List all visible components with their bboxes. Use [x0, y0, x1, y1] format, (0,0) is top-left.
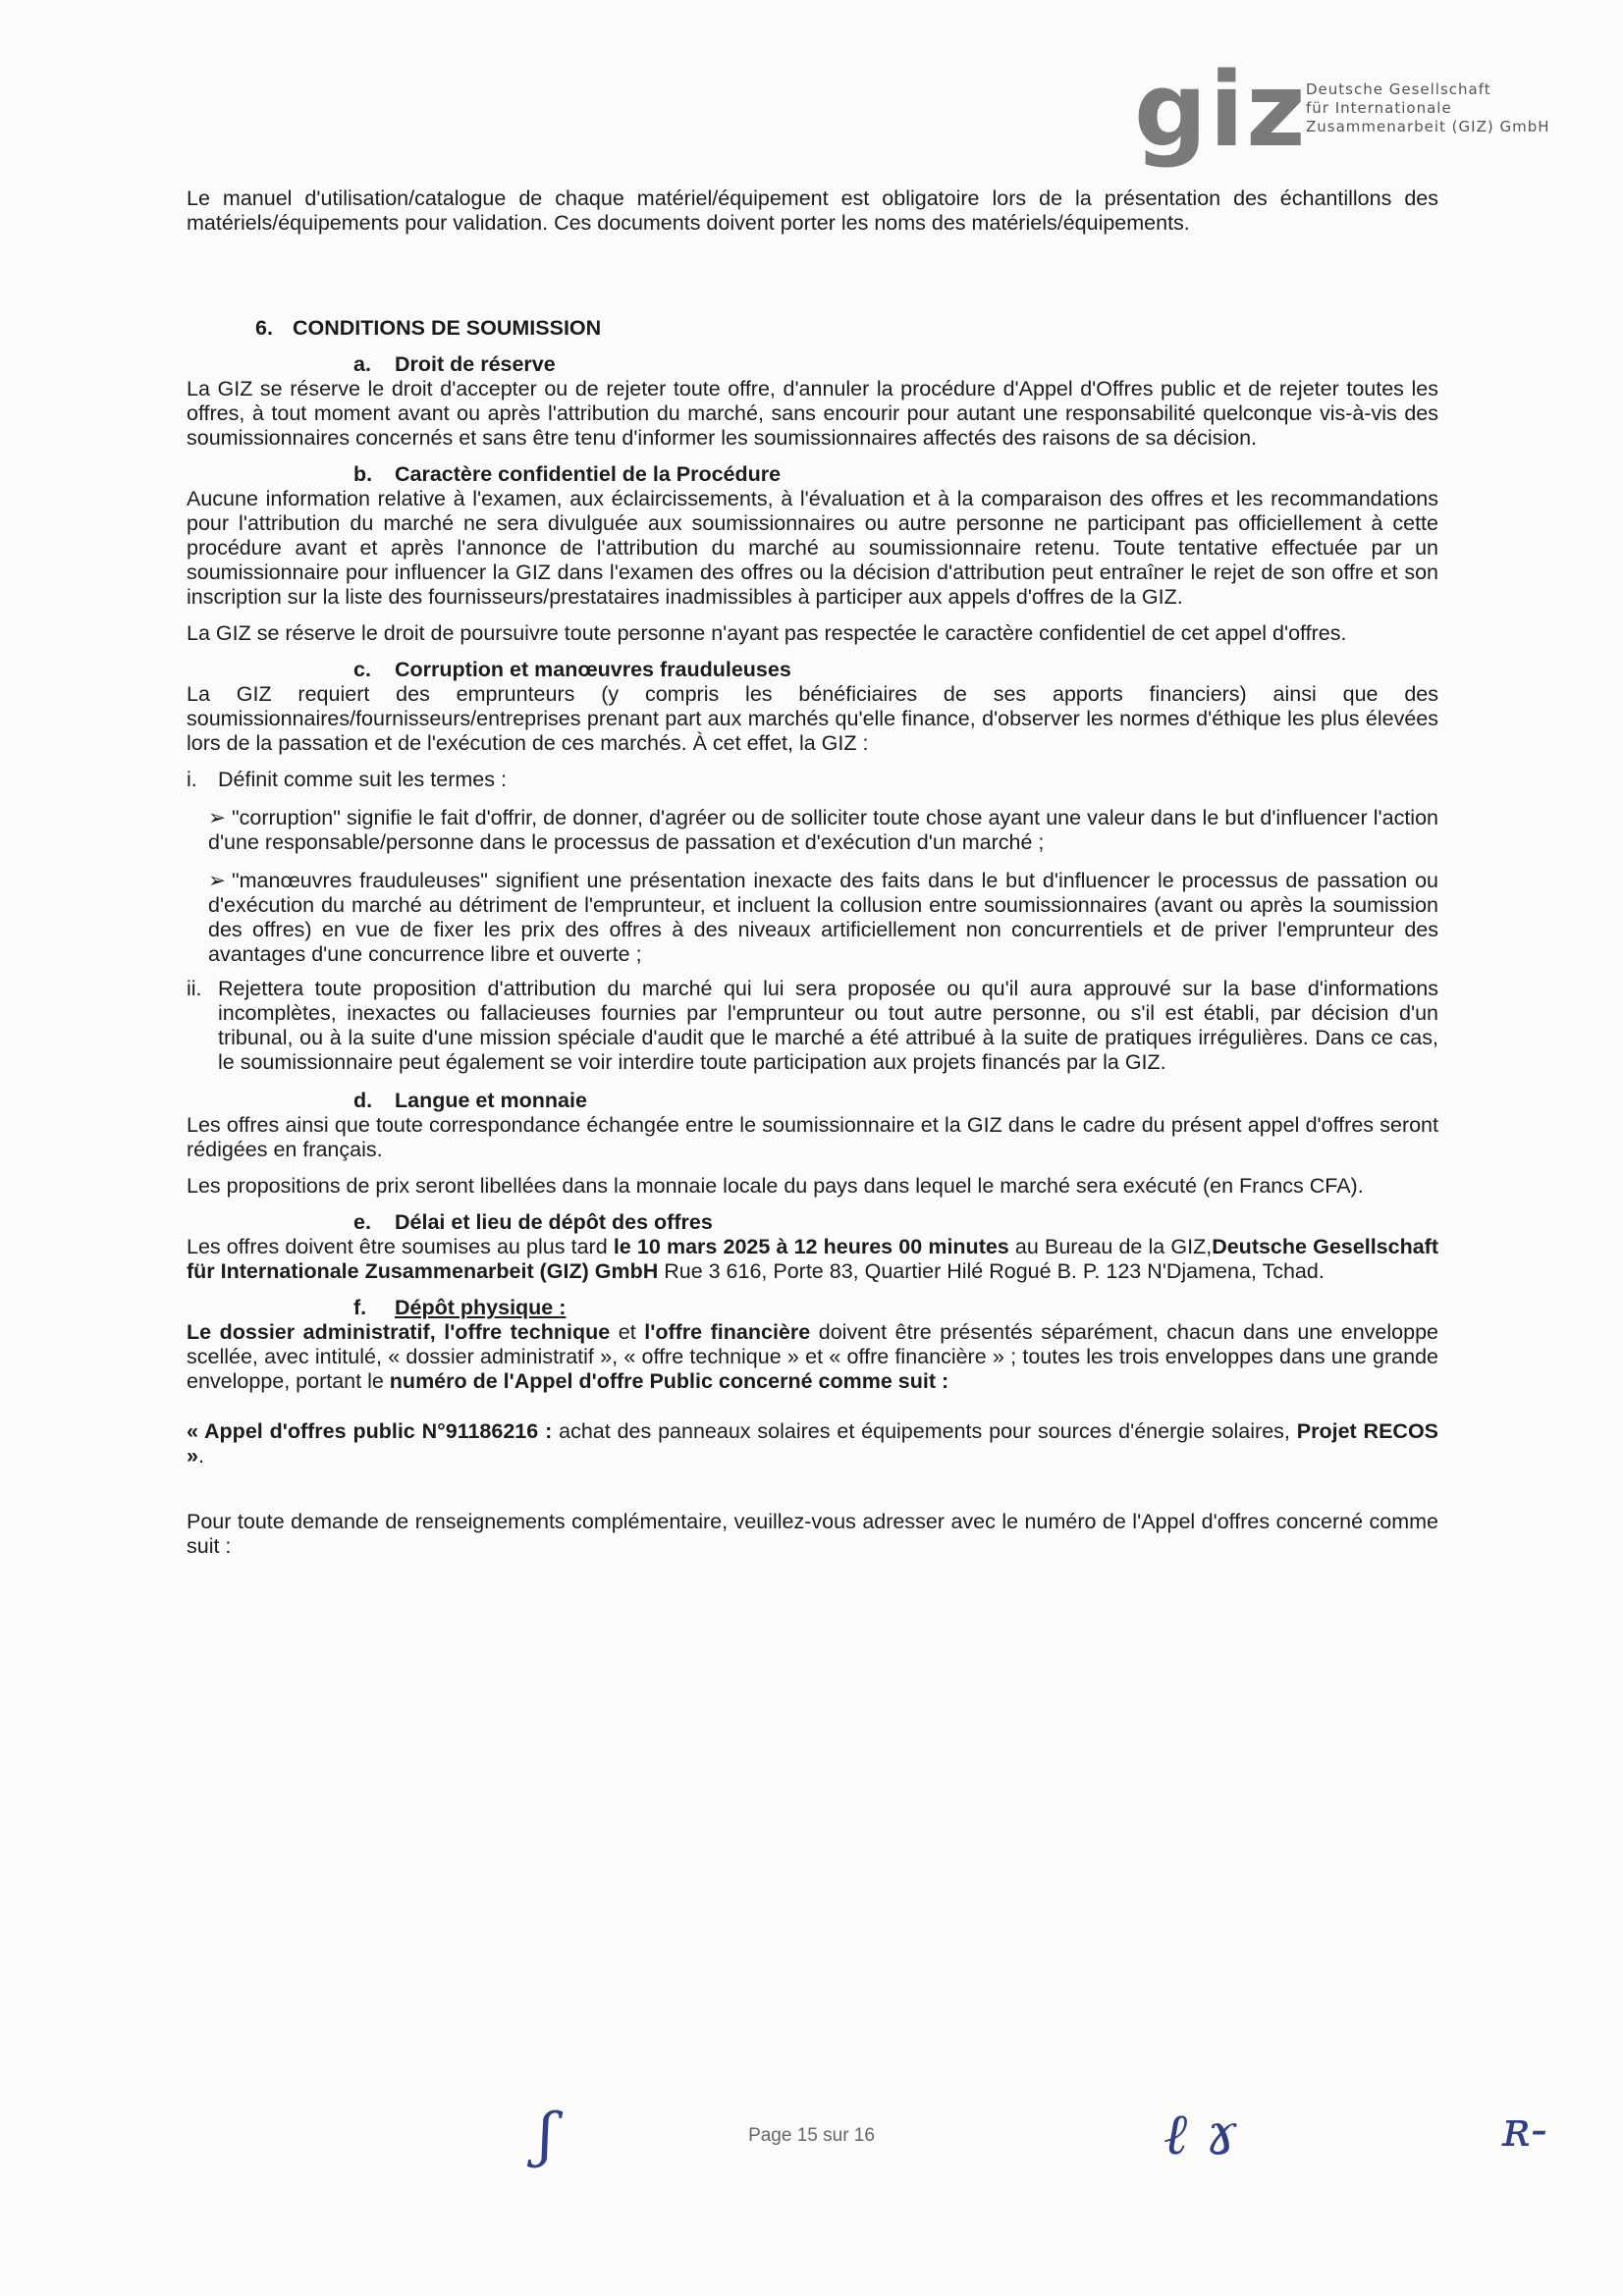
- giz-logo: [1134, 50, 1550, 170]
- text-run: et: [610, 1320, 645, 1344]
- project-name: Projet RECOS »: [187, 1419, 1439, 1468]
- subsection-a-heading: [353, 352, 1438, 377]
- logo-line-2: für Internationale: [1306, 99, 1452, 117]
- subsection-b-text-2: La GIZ se réserve le droit de poursuivre toute personne n'ayant pas respectée le caractère confidentiel de cet appel d'offres.: [187, 621, 1347, 645]
- subsection-c-heading: [353, 658, 1438, 682]
- roman-text: Rejettera toute proposition d'attribution du marché qui lui sera proposée ou qu'il aura approuvé sur la base d'informations incomplètes, inexactes ou fallacieuses fournies par l'emprunteur ou tout autre personne, ou s'il est établi, par décision d'un tribunal, ou à la suite d'une mission spéciale d'audit que le marché a été attribué à la suite de pratiques irrégulières. Dans ce cas, le soumissionnaire peut également se voir interdire toute participation aux projets financés par la GIZ.: [218, 977, 1438, 1074]
- subsection-letter: f.: [353, 1296, 367, 1319]
- section-6-heading: [255, 316, 1438, 341]
- arrow-bullet-icon: ➢: [208, 869, 227, 892]
- subsection-title: Droit de réserve: [395, 352, 556, 376]
- text-run: numéro de l'Appel d'offre Public concerné comme suit :: [389, 1369, 949, 1393]
- giz-logo-mark: giz: [1134, 50, 1308, 170]
- subsection-d-text-1: Les offres ainsi que toute correspondance échangée entre le soumissionnaire et la GIZ dans le cadre du présent appel d'offres seront rédigées en français.: [187, 1113, 1438, 1161]
- subsection-c-text: La GIZ requiert des emprunteurs (y compris les bénéficiaires de ses apports financiers) ainsi que des soumissionnaires/fournisseurs/entreprises prenant part aux marchés qu'elle finance, d'observer les normes d'éthique les plus élevées lors de la passation et de l'exécution de ces marchés. À cet effet, la GIZ :: [187, 682, 1438, 755]
- text-run: l'offre financière: [644, 1320, 811, 1344]
- subsection-title: Corruption et manœuvres frauduleuses: [395, 658, 791, 681]
- text-run: au Bureau de la GIZ,: [1008, 1235, 1213, 1258]
- subsection-d-heading: [353, 1089, 1438, 1113]
- subsection-f-text: [187, 1320, 1438, 1394]
- handwritten-initial-2: ℓ ɤ: [1163, 2101, 1238, 2167]
- roman-number: i.: [187, 768, 197, 791]
- tender-reference: [187, 1419, 1438, 1468]
- section-number: 6.: [255, 316, 273, 340]
- bullet-text: "corruption" signifie le fait d'offrir, de donner, d'agréer ou de solliciter toute chose ayant une valeur dans le but d'influencer l'action d'une responsable/personne dans le processus de passation et d'exécution d'un marché ;: [208, 806, 1438, 854]
- subsection-e-text: [187, 1235, 1438, 1284]
- section-title: CONDITIONS DE SOUMISSION: [293, 316, 602, 340]
- intro-paragraph: Le manuel d'utilisation/catalogue de chaque matériel/équipement est obligatoire lors de la présentation des échantillons des matériels/équipements pour validation. Ces documents doivent porter les noms des matériels/équipements.: [187, 187, 1438, 235]
- arrow-bullet-icon: ➢: [208, 806, 227, 829]
- roman-text: Définit comme suit les termes :: [218, 768, 507, 791]
- logo-line-3: Zusammenarbeit (GIZ) GmbH: [1306, 118, 1550, 135]
- subsection-b-heading: [353, 462, 1438, 487]
- bullet-corruption: [208, 806, 1438, 855]
- logo-line-1: Deutsche Gesellschaft: [1306, 80, 1491, 98]
- roman-item-i: [187, 768, 1438, 792]
- subsection-f-heading: [353, 1296, 1438, 1320]
- subsection-title: Langue et monnaie: [395, 1089, 587, 1112]
- tender-number: « Appel d'offres public N°91186216 :: [187, 1419, 553, 1443]
- text-run: Les offres doivent être soumises au plus tard: [187, 1235, 614, 1258]
- organisation-name: Deutsche Gesellschaft für Internationale Zusammenarbeit (GIZ) GmbH: [187, 1235, 1438, 1283]
- text-run: doivent être présentés séparément, chacun dans une enveloppe scellée, avec intitulé, « dossier administratif », « offre technique » et « offre financière » ; toutes les trois enveloppes dans une grande enveloppe, portant le: [187, 1320, 1438, 1393]
- subsection-d-text-2: Les propositions de prix seront libellées dans la monnaie locale du pays dans lequel le marché sera exécuté (en Francs CFA).: [187, 1174, 1364, 1198]
- text-run: Le dossier administratif, l'offre technique: [187, 1320, 611, 1344]
- closing-paragraph: Pour toute demande de renseignements complémentaire, veuillez-vous adresser avec le numéro de l'Appel d'offres concerné comme suit :: [187, 1510, 1438, 1558]
- subsection-title: Délai et lieu de dépôt des offres: [395, 1210, 713, 1234]
- roman-item-ii: [187, 977, 1438, 1075]
- page-number: Page 15 sur 16: [748, 2125, 875, 2146]
- tender-subject: achat des panneaux solaires et équipements pour sources d'énergie solaires,: [552, 1419, 1297, 1443]
- document-body: [187, 187, 1438, 1571]
- address: Rue 3 616, Porte 83, Quartier Hilé Rogué B. P. 123 N'Djamena, Tchad.: [658, 1259, 1325, 1283]
- subsection-letter: b.: [353, 462, 373, 486]
- subsection-letter: a.: [353, 352, 371, 376]
- roman-number: ii.: [187, 977, 202, 1000]
- subsection-b-text-1: Aucune information relative à l'examen, aux éclaircissements, à l'évaluation et à la comparaison des offres et les recommandations pour l'attribution du marché ne sera divulguée aux soumissionnaires ou autre personne ne participant pas officiellement à cette procédure avant et après l'annonce de l'attribution du marché au soumissionnaire retenu. Toute tentative effectuée par un soumissionnaire pour influencer la GIZ dans l'examen des offres ou la décision d'attribution peut entraîner le rejet de son offre et son inscription sur la liste des fournisseurs/prestataires inadmissibles à participer aux appels d'offres de la GIZ.: [187, 487, 1438, 609]
- subsection-letter: e.: [353, 1210, 371, 1234]
- bullet-fraud: [208, 869, 1438, 967]
- subsection-e-heading: [353, 1210, 1438, 1235]
- giz-logo-text: [1306, 80, 1550, 136]
- handwritten-initial-1: ʃ: [538, 2101, 555, 2169]
- subsection-title: Caractère confidentiel de la Procédure: [395, 462, 782, 486]
- bullet-text: "manœuvres frauduleuses" signifient une présentation inexacte des faits dans le but d'influencer le processus de passation ou d'exécution du marché au détriment de l'emprunteur, et incluent la collusion entre soumissionnaires (avant ou après la soumission des offres) en vue de fixer les prix des offres à des niveaux artificiellement non concurrentiels et de priver l'emprunteur des avantages d'une concurrence libre et ouverte ;: [208, 869, 1438, 966]
- deadline: le 10 mars 2025 à 12 heures 00 minutes: [613, 1235, 1009, 1258]
- handwritten-initial-3: ʀ-: [1502, 2101, 1547, 2158]
- text-run: .: [197, 1444, 204, 1468]
- subsection-title: Dépôt physique :: [395, 1296, 567, 1319]
- subsection-a-text: La GIZ se réserve le droit d'accepter ou de rejeter toute offre, d'annuler la procédure d'Appel d'Offres public et de rejeter toutes les offres, à tout moment avant ou après l'attribution du marché, sans encourir pour autant une responsabilité quelconque vis-à-vis des soumissionnaires concernés et sans être tenu d'informer les soumissionnaires affectés des raisons de sa décision.: [187, 377, 1438, 450]
- subsection-letter: c.: [353, 658, 371, 681]
- subsection-letter: d.: [353, 1089, 373, 1112]
